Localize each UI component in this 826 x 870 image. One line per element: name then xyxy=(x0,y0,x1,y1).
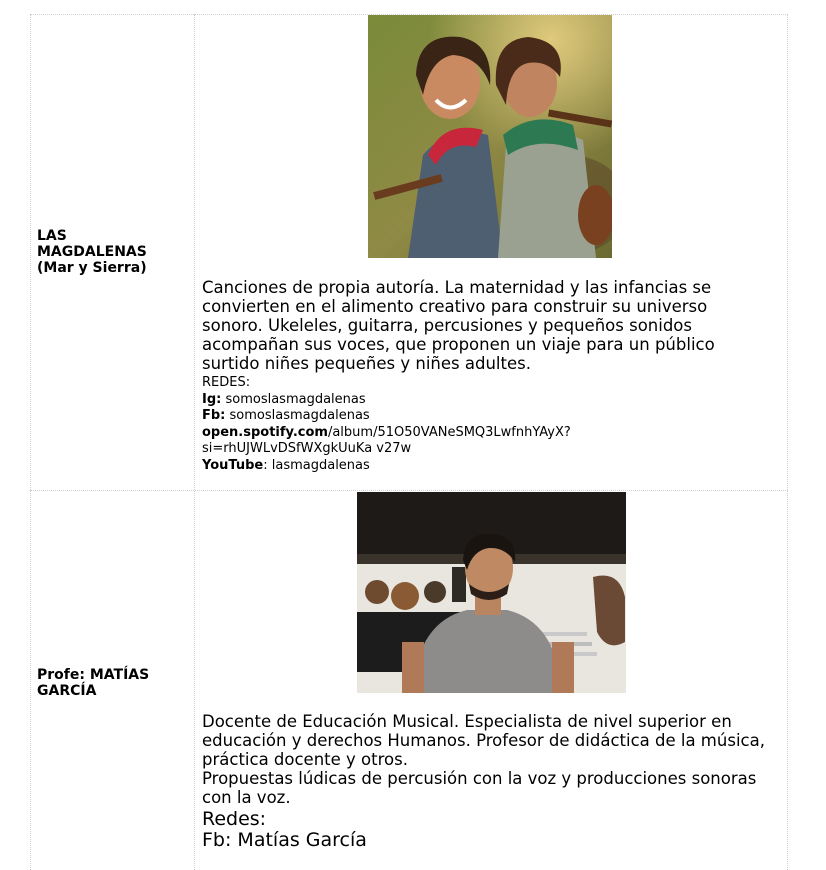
table-column-divider xyxy=(194,14,195,870)
table-border-right xyxy=(787,14,788,870)
spotify-link[interactable]: open.spotify.com/album/51O50VANeSMQ3LwfnhYAyX? xyxy=(202,424,571,440)
instagram-line: Ig: somoslasmagdalenas xyxy=(202,391,366,407)
magdalenas-photo xyxy=(368,15,612,258)
magdalenas-description: Canciones de propia autoría. La maternidad y las infancias se convierten en el alimento creativo para construir su universo sonoro. Ukeleles, guitarra, percusiones y pequeños sonidos acompañan sus voces, que proponen un viaje para un público surtido niñes pequeñes y niñes adultes. xyxy=(202,278,715,373)
redes-label: REDES: xyxy=(202,375,251,390)
table-border-left xyxy=(30,14,31,870)
matias-socials xyxy=(202,809,367,851)
redes-label: Redes: xyxy=(202,808,267,830)
magdalenas-socials xyxy=(202,375,571,474)
spotify-link-query[interactable]: si=rhUJWLvDSfWXgkUuKa v27w xyxy=(202,441,412,456)
youtube-line: YouTube: lasmagdalenas xyxy=(202,457,370,473)
matias-photo xyxy=(357,492,626,693)
facebook-line: Fb: somoslasmagdalenas xyxy=(202,408,370,423)
artist-name-matias: Profe: MATÍAS GARCÍA xyxy=(37,667,150,699)
facebook-line: Fb: Matías García xyxy=(202,829,367,851)
artist-name-magdalenas: LAS MAGDALENAS (Mar y Sierra) xyxy=(37,228,147,276)
table-row-divider xyxy=(30,490,788,491)
matias-description: Docente de Educación Musical. Especialista de nivel superior en educación y derechos Humanos. Profesor de didáctica de la música, práctica docente y otros. Propuestas lúdicas de percusión con la voz y producciones sonoras con la voz. xyxy=(202,712,765,807)
